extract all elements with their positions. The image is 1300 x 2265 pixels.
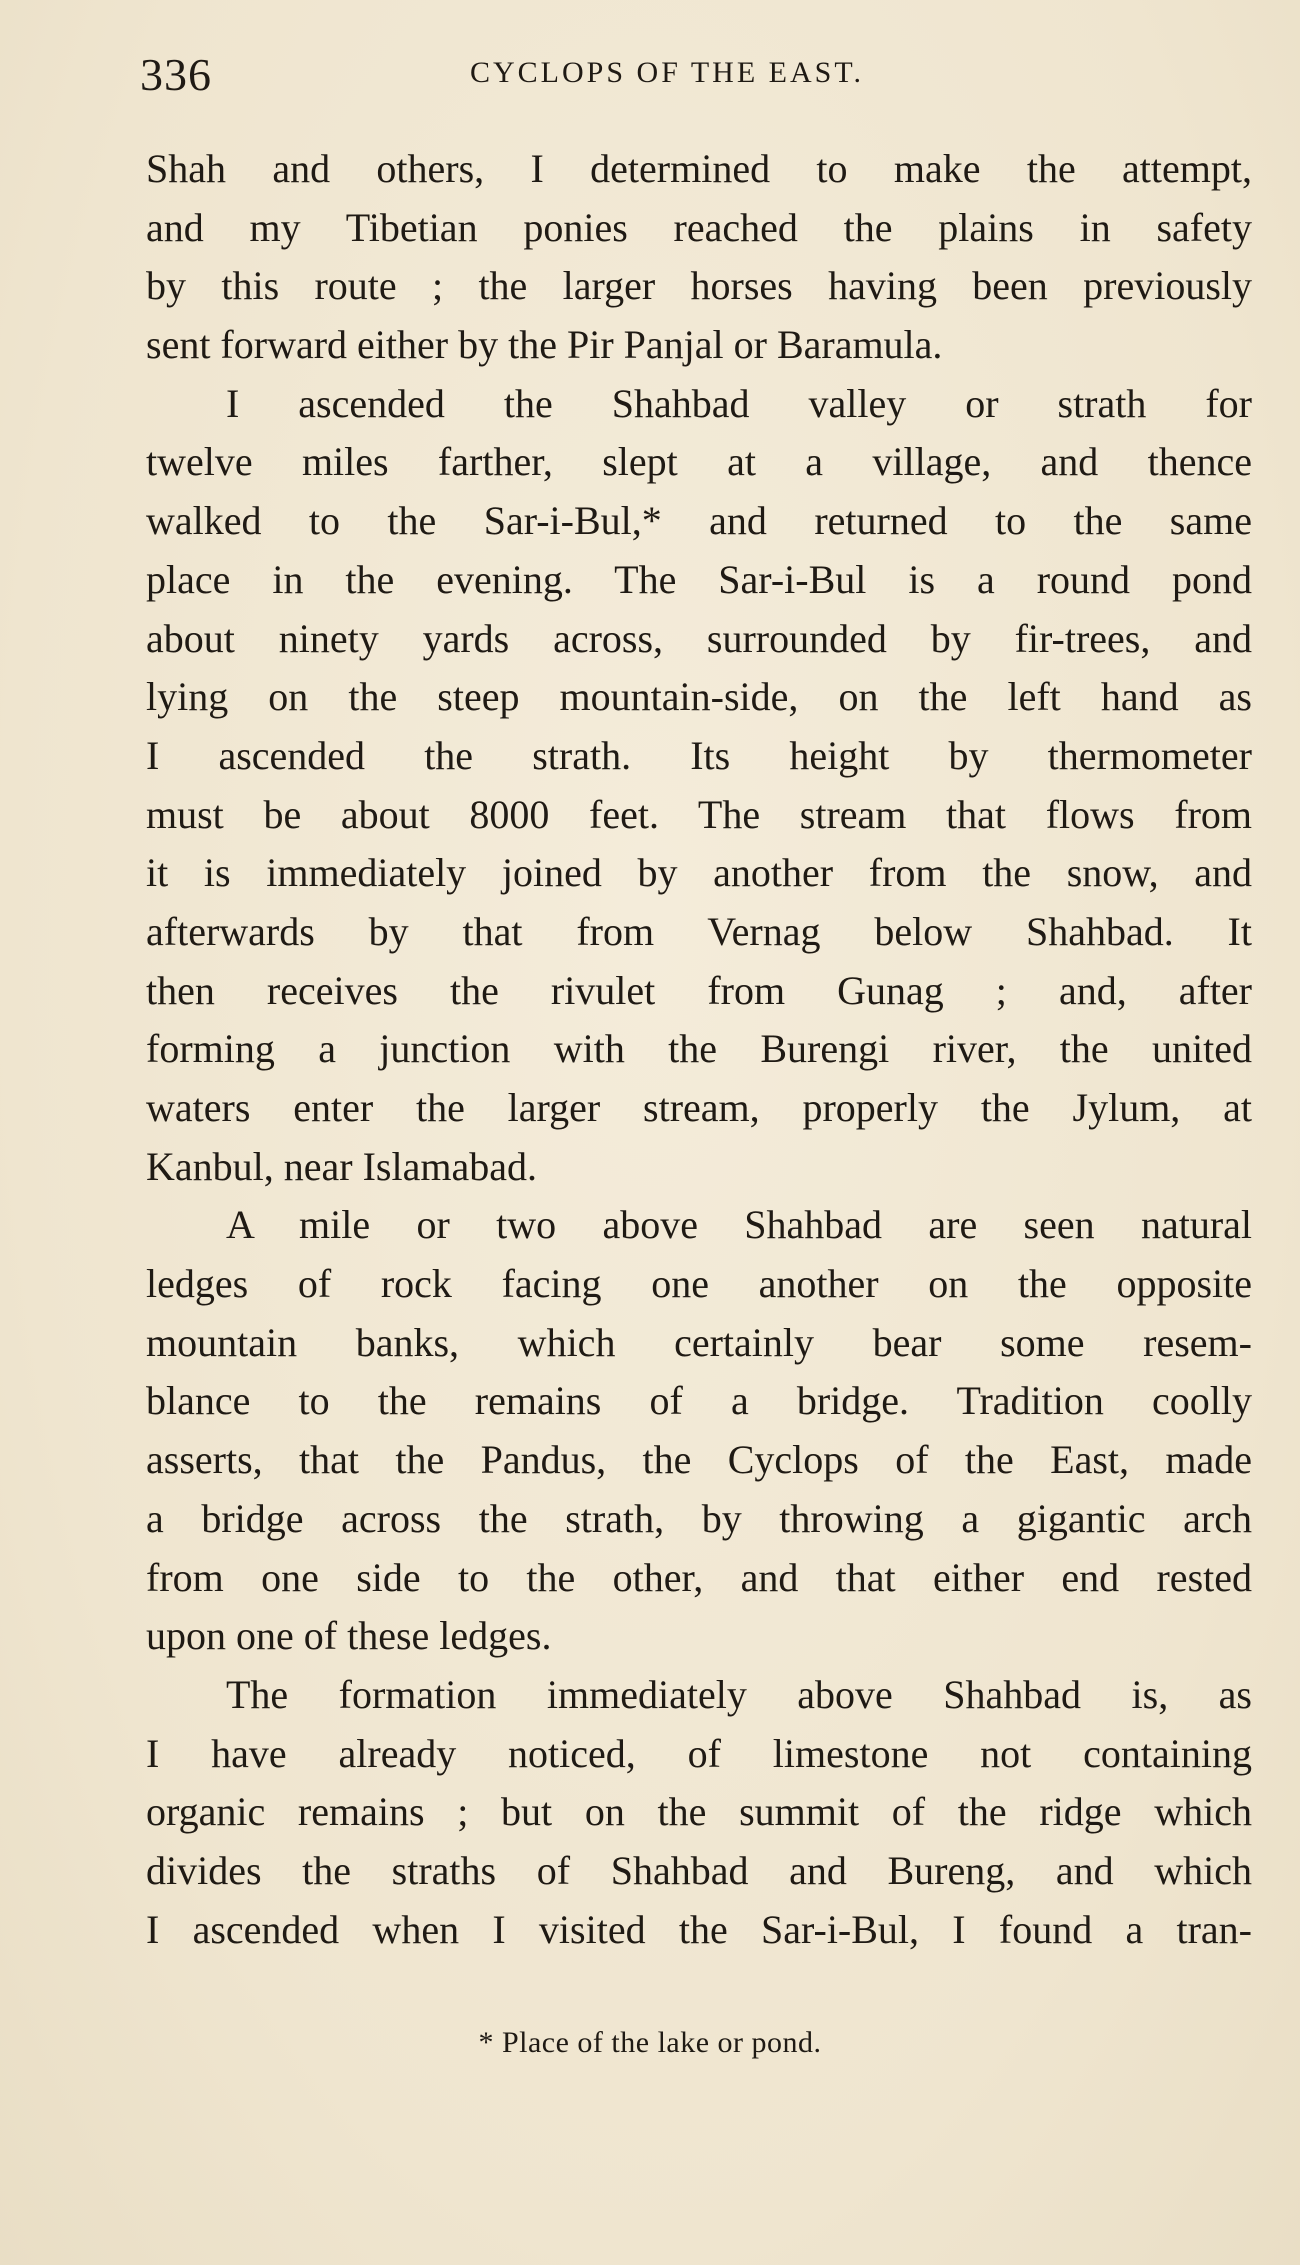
text-line: Shah and others, I determined to make the attempt, — [146, 146, 1252, 191]
text-line: place in the evening. The Sar-i-Bul is a round pond — [146, 556, 1252, 602]
text-line: ledges of rock facing one another on the opposite — [146, 1261, 1252, 1307]
text-line: by this route ; the larger horses having been previously — [146, 263, 1252, 309]
running-head: CYCLOPS OF THE EAST. — [470, 56, 864, 89]
text-line: sent forward either by the Pir Panjal or Baramula. — [146, 322, 943, 368]
body-text — [146, 140, 1252, 1959]
text-line: asserts, that the Pandus, the Cyclops of the East, made — [146, 1437, 1252, 1483]
text-line: organic remains ; but on the summit of the ridge which — [146, 1789, 1252, 1835]
text-line: upon one of these ledges. — [146, 1613, 552, 1659]
text-line: must be about 8000 feet. The stream that flows from — [146, 791, 1252, 837]
text-line: lying on the steep mountain-side, on the left hand as — [146, 674, 1252, 720]
text-line: blance to the remains of a bridge. Tradition coolly — [146, 1378, 1252, 1424]
text-line: waters enter the larger stream, properly the Jylum, at — [146, 1085, 1252, 1130]
text-line: I have already noticed, of limestone not containing — [146, 1730, 1252, 1776]
text-line: then receives the rivulet from Gunag ; and, after — [146, 967, 1252, 1013]
text-line: it is immediately joined by another from the snow, and — [146, 850, 1252, 896]
text-line: divides the straths of Shahbad and Bureng, and which — [146, 1847, 1252, 1893]
footnote: * Place of the lake or pond. — [478, 2026, 822, 2059]
text-line: I ascended the strath. Its height by thermometer — [146, 732, 1252, 778]
text-line: walked to the Sar-i-Bul,* and returned to the same — [146, 498, 1252, 544]
text-line: and my Tibetian ponies reached the plains in safety — [146, 204, 1252, 250]
text-line: afterwards by that from Vernag below Shahbad. It — [146, 908, 1252, 954]
paragraph — [146, 1666, 1252, 1959]
text-line: twelve miles farther, slept at a village, and thence — [146, 439, 1252, 485]
paragraph — [146, 375, 1252, 1197]
text-line: The formation immediately above Shahbad is, as — [226, 1671, 1252, 1717]
text-line: A mile or two above Shahbad are seen natural — [226, 1202, 1252, 1248]
text-line: from one side to the other, and that either end rested — [146, 1554, 1252, 1600]
text-line: a bridge across the strath, by throwing a gigantic arch — [146, 1495, 1252, 1541]
page-header — [140, 48, 1260, 108]
text-line: forming a junction with the Burengi river, the united — [146, 1026, 1252, 1072]
text-line: about ninety yards across, surrounded by fir-trees, and — [146, 615, 1252, 661]
paragraph — [146, 1196, 1252, 1666]
text-line: I ascended the Shahbad valley or strath for — [226, 380, 1252, 426]
paragraph — [146, 140, 1252, 375]
page-number: 336 — [140, 49, 212, 100]
text-line: I ascended when I visited the Sar-i-Bul, I found a tran- — [146, 1906, 1252, 1952]
text-line: mountain banks, which certainly bear some resem- — [146, 1319, 1252, 1365]
text-line: Kanbul, near Islamabad. — [146, 1143, 537, 1189]
